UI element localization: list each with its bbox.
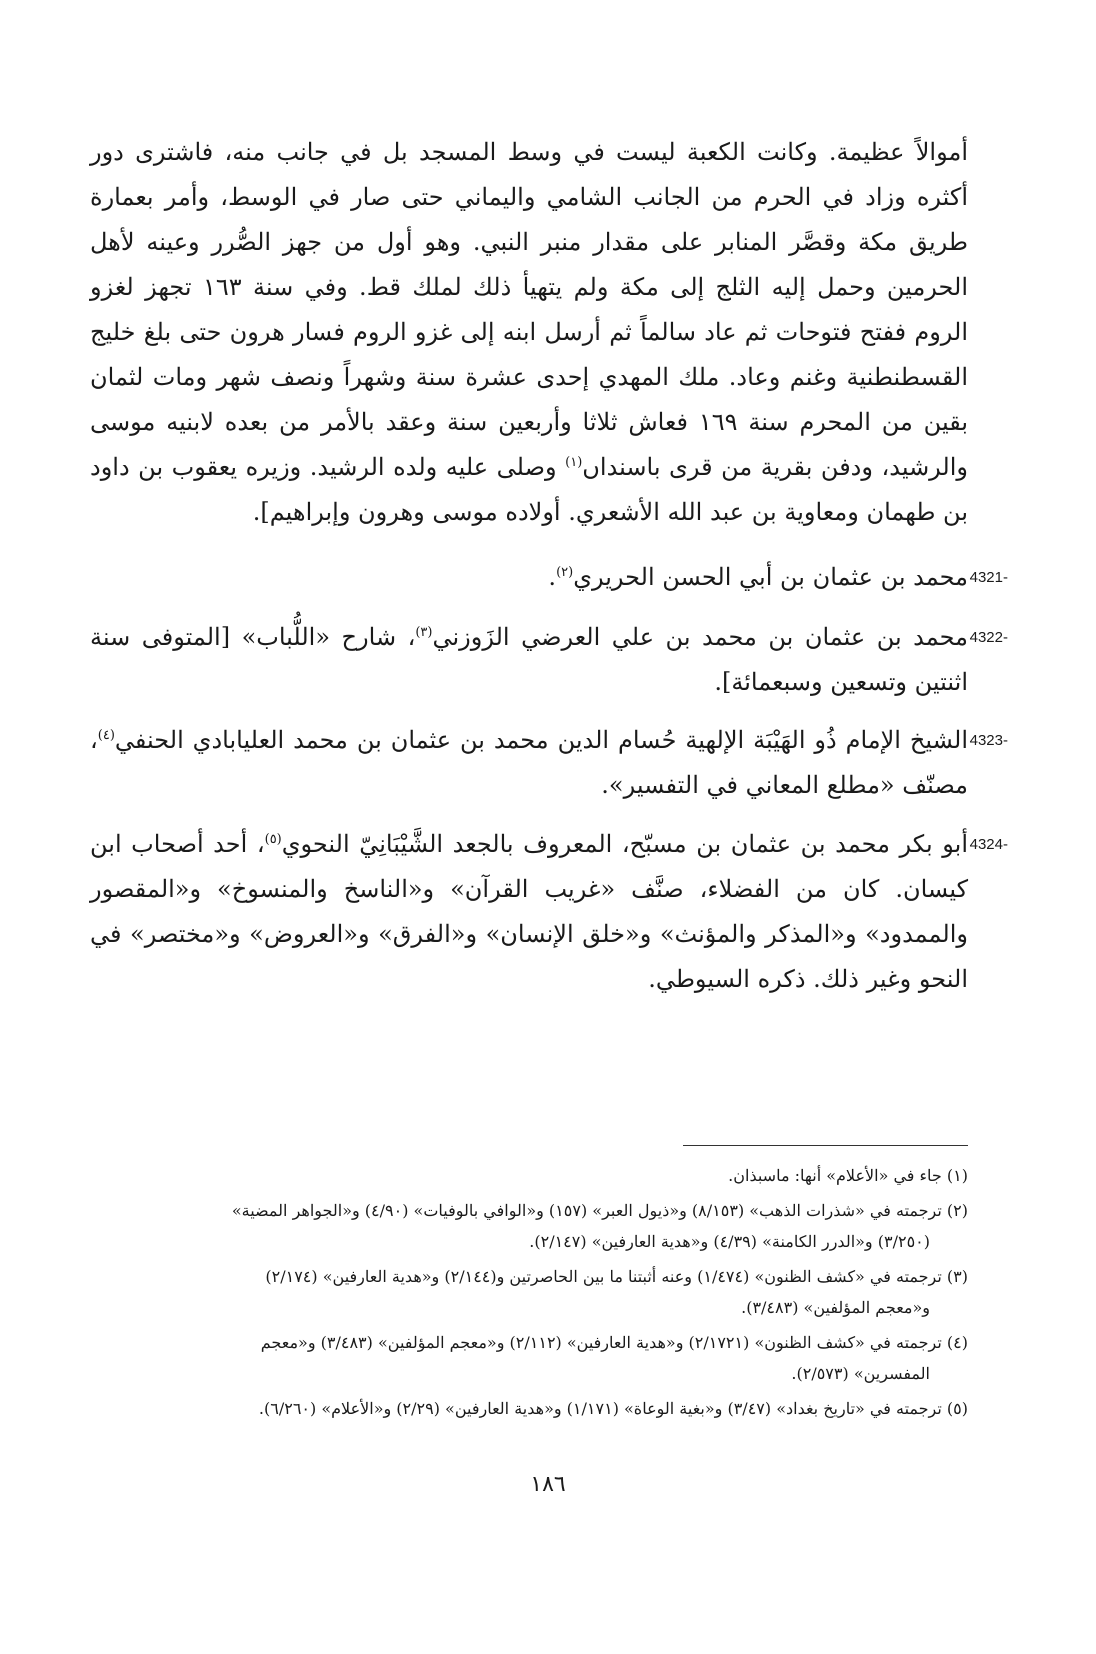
entry-number: 4322- <box>969 629 1008 646</box>
footnote-line: (٢) ترجمته في «شذرات الذهب» (٨/١٥٣) و«ذيول العبر» (١٥٧) و«الوافي بالوفيات» (٤/٩٠) و«الجواهر المضية» <box>231 1201 968 1220</box>
entry-number: 4323- <box>969 732 1008 749</box>
entry-number: 4324- <box>969 836 1008 853</box>
footnotes-section <box>90 1160 968 1428</box>
intro-line: وقصَّر المنابر على مقدار منبر النبي. وهو أول من جهز الصُّرر وعينه لأهل الحرمين وحمل <box>90 228 969 301</box>
footnote-1 <box>90 1160 968 1191</box>
intro-line: إليه الثلج إلى مكة ولم يتهيأ ذلك لملك قط. وفي سنة ١٦٣ تجهز لغزو الروم ففتح فتوحات <box>90 273 968 346</box>
intro-text <box>90 130 968 535</box>
entry-4322 <box>90 615 1008 705</box>
entry-text: أبو بكر محمد بن عثمان بن مسبّح، المعروف بالجعد الشَّيْبَانِيّ النحوي <box>281 830 969 858</box>
footnote-divider <box>683 1145 968 1146</box>
footnote-line: (١) جاء في «الأعلام» أنها: ماسبذان. <box>728 1166 968 1185</box>
footnote-line: المفسرين» (٢/٥٧٣). <box>791 1364 930 1383</box>
footnote-line: (٣) ترجمته في «كشف الظنون» (١/٤٧٤) وعنه أثبتنا ما بين الحاصرتين و(٢/١٤٤) و«هدية العارفين» (٢/١٧٤) <box>265 1267 968 1286</box>
footnote-4 <box>90 1327 968 1389</box>
footnote-marker: (١) <box>565 455 583 470</box>
footnote-marker: (٤) <box>97 728 115 743</box>
intro-line: قرى باسنداں <box>582 453 713 481</box>
footnote-marker: (٢) <box>556 565 574 580</box>
entry-tail: ، شارح «اللُّباب» [المتوفى سنة اثنتين وتسعين وسبعمائة]. <box>90 623 968 696</box>
entry-4323 <box>90 718 1008 808</box>
footnote-line: (٤) ترجمته في «كشف الظنون» (٢/١٧٢١) و«هدية العارفين» (٢/١١٢) و«معجم المؤلفين» (٣/٤٨٣) و«معجم <box>260 1333 968 1352</box>
footnote-line: (٣/٢٥٠) و«الدرر الكامنة» (٤/٣٩) و«هدية العارفين» (٢/١٤٧). <box>529 1232 930 1251</box>
entry-tail: ، أحد أصحاب ابن كيسان. كان من الفضلاء، صنَّف «غريب القرآن» و«الناسخ والمنسوخ» و«المقصور والممدود» و«المذكر والمؤنث» و«خلق الإنسان» و«الفرق» و«العروض» و«مختصر» في النحو وغير ذلك. ذكره السيوطي. <box>90 830 968 993</box>
intro-line: وعاد. ملك المهدي إحدى عشرة سنة وشهراً ونصف شهر ومات لثمان بقين من المحرم سنة <box>90 363 969 436</box>
intro-line: أموالاً عظيمة. وكانت الكعبة ليست في وسط المسجد بل في جانب منه، فاشترى دور أكثره <box>90 138 968 211</box>
entry-text: محمد بن عثمان بن أبي الحسن الحريري <box>573 563 968 591</box>
footnote-3 <box>90 1261 968 1323</box>
intro-paragraph <box>90 130 968 535</box>
entry-tail: ، مصنّف «مطلع المعاني في التفسير». <box>90 726 968 799</box>
footnote-marker: (٣) <box>415 625 433 640</box>
footnote-5 <box>90 1393 968 1424</box>
intro-line: وزاد في الحرم من الجانب الشامي واليماني حتى صار في الوسط، وأمر بعمارة طريق مكة <box>90 183 968 256</box>
entry-4321 <box>90 555 1008 600</box>
intro-line: الله الأشعري. أولاده موسى وهرون وإبراهيم]. <box>252 498 703 526</box>
entry-body <box>90 555 968 600</box>
footnote-marker: (٥) <box>264 832 282 847</box>
page-number: ١٨٦ <box>530 1472 566 1497</box>
footnote-line: (٥) ترجمته في «تاريخ بغداد» (٣/٤٧) و«بغية الوعاة» (١/١٧١) و«هدية العارفين» (٢/٢٩) و«الأعلام» (٦/٢٦٠). <box>258 1399 968 1418</box>
entry-text: الشيخ الإمام ذُو الهَيْبَة الإلهية حُسام الدين محمد بن عثمان بن محمد العليابادي الحنفي <box>114 726 969 754</box>
intro-line: ثم عاد سالماً ثم أرسل ابنه إلى غزو الروم فسار هرون حتى بلغ خليج القسطنطنية وغنم <box>90 318 968 391</box>
intro-line: وصلى عليه ولده الرشيد. وزيره يعقوب بن داود بن طهمان ومعاوية بن عبد <box>90 453 968 526</box>
footnote-line: و«معجم المؤلفين» (٣/٤٨٣). <box>741 1298 930 1317</box>
entry-number: 4321- <box>969 569 1008 586</box>
entry-body <box>90 718 968 808</box>
entry-body <box>90 615 968 705</box>
entry-body <box>90 822 968 1002</box>
entry-tail: . <box>548 563 557 591</box>
footnote-2 <box>90 1195 968 1257</box>
intro-line: ١٦٩ فعاش ثلاثا وأربعين سنة وعقد بالأمر من بعده لابنيه موسى والرشيد، ودفن بقرية من <box>90 408 968 481</box>
entry-text: محمد بن عثمان بن محمد بن علي العرضي الزَوزني <box>432 623 969 651</box>
entry-4324 <box>90 822 1008 1002</box>
